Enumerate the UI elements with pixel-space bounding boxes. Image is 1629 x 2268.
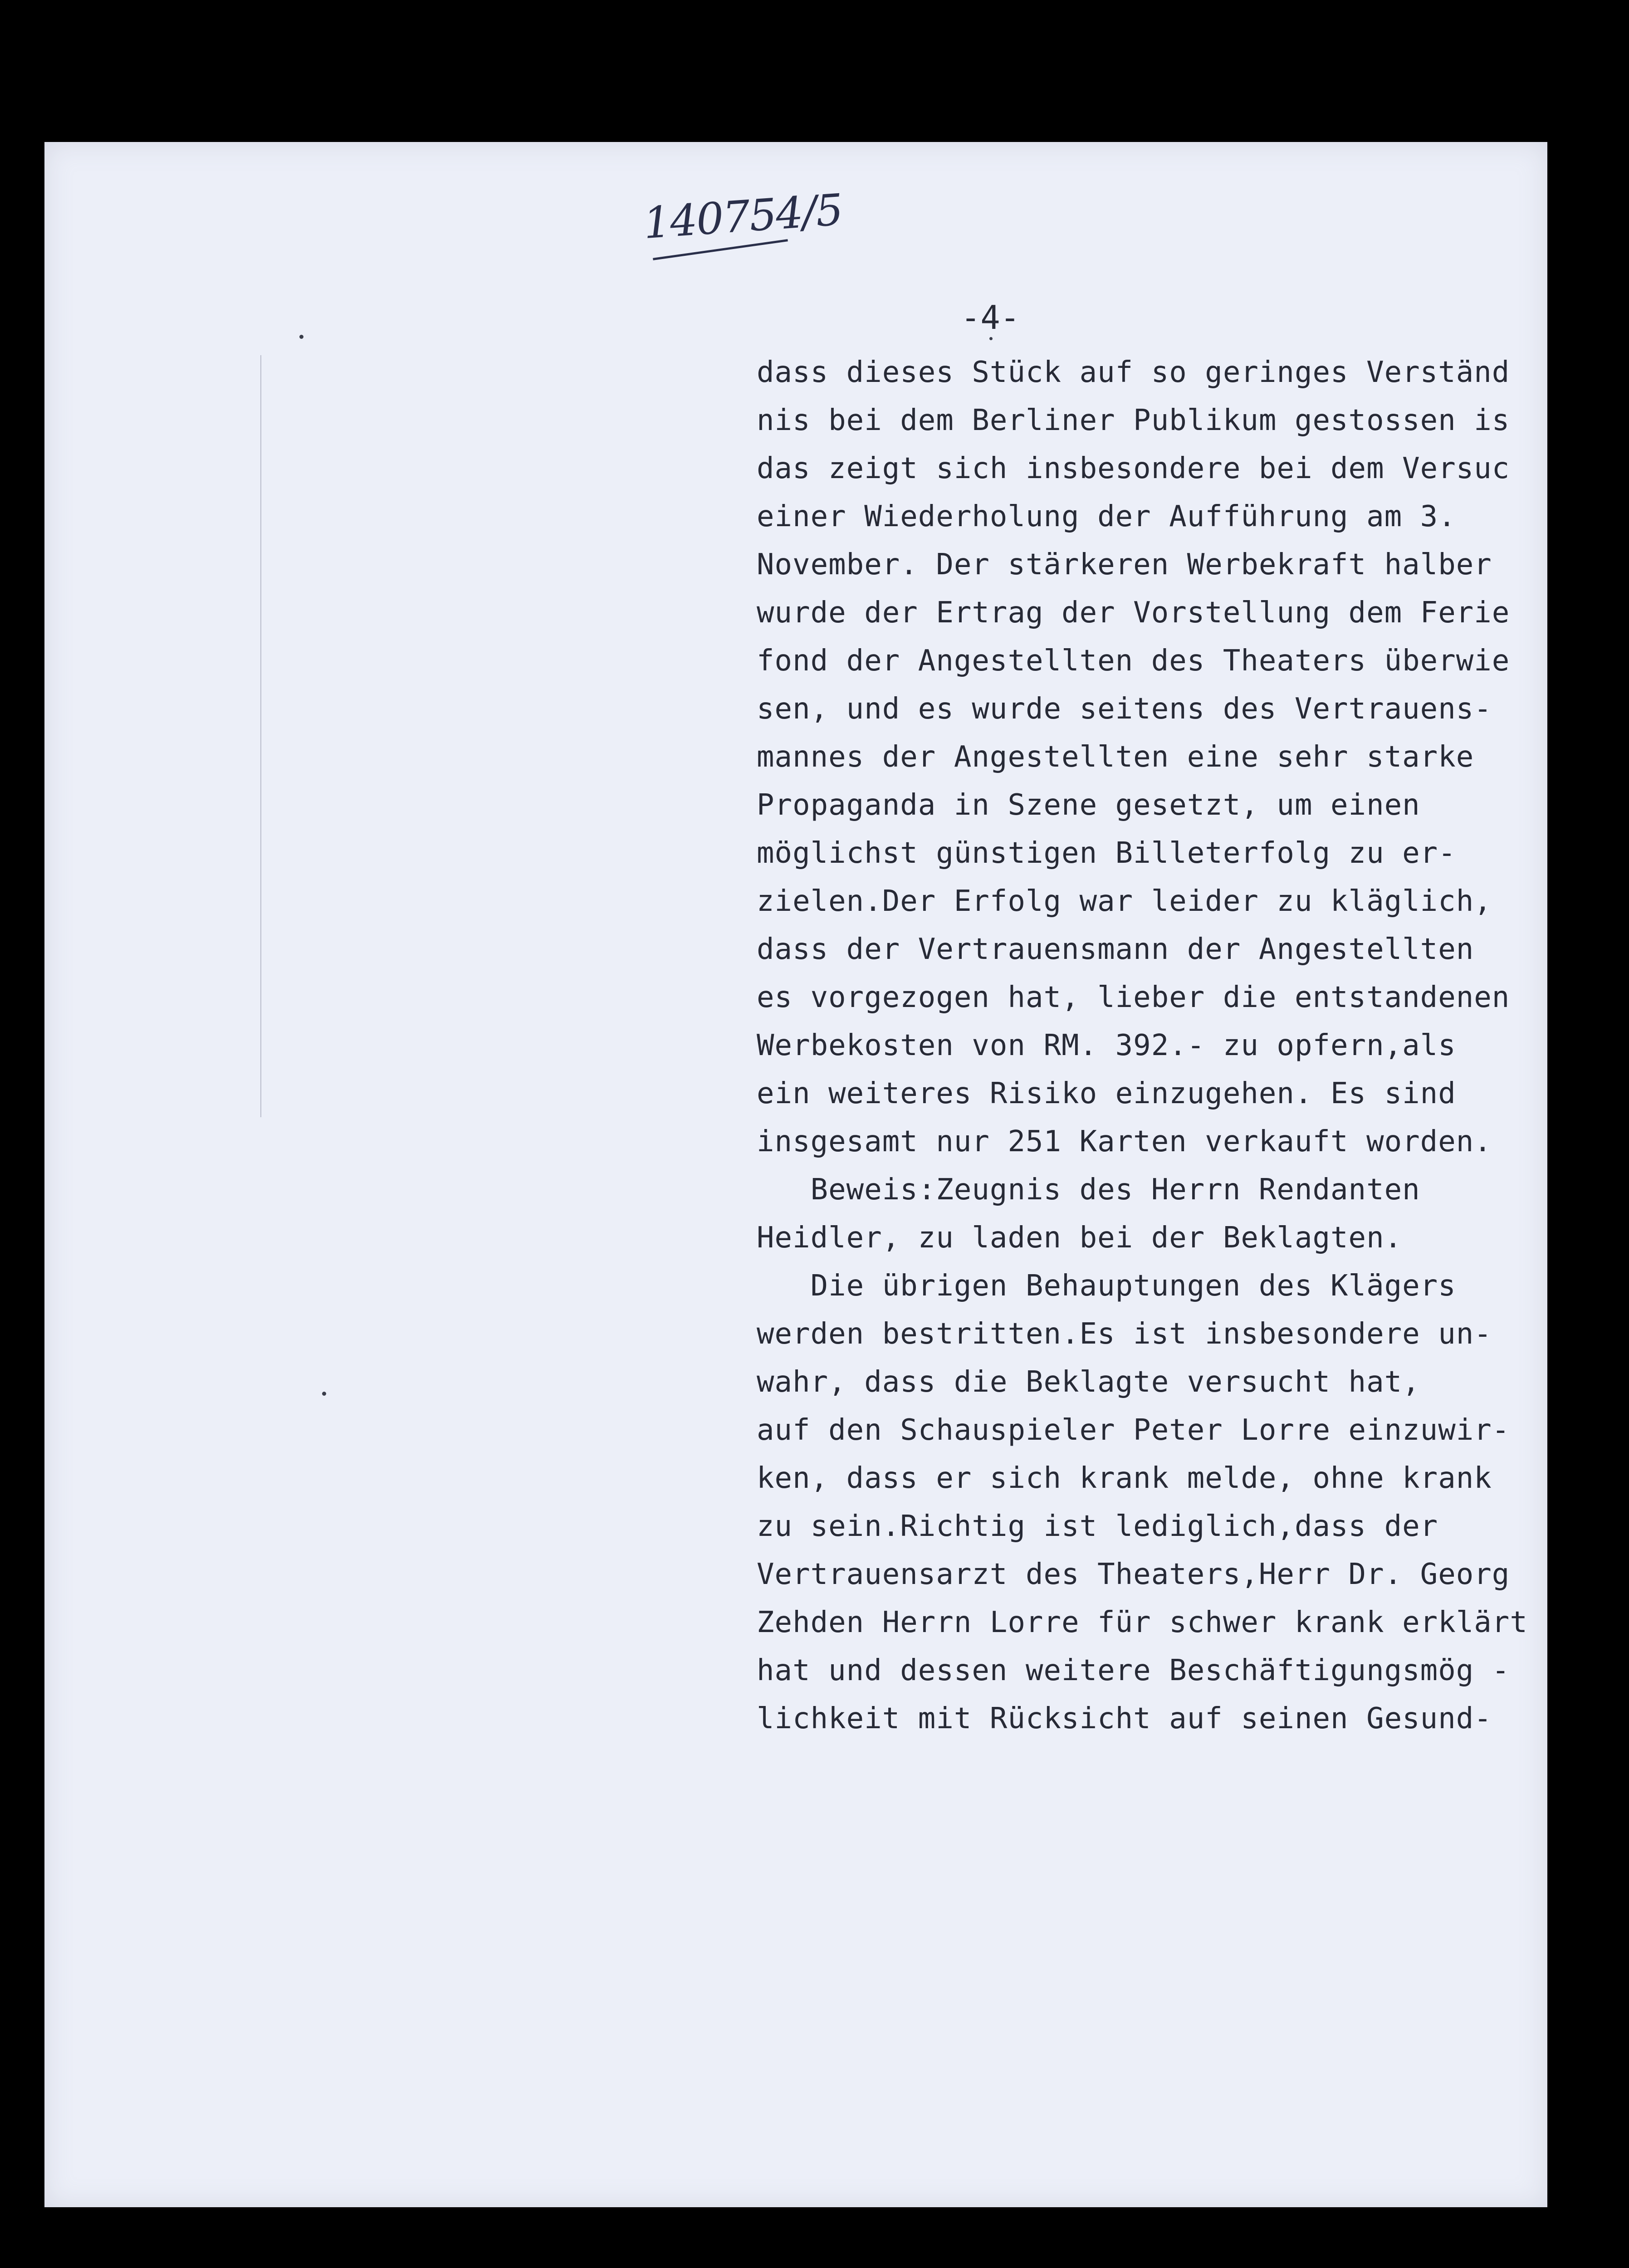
text-line: Beweis:Zeugnis des Herrn Rendanten [757,1173,1420,1207]
text-line: einer Wiederholung der Aufführung am 3. [757,500,1456,533]
text-line: Zehden Herrn Lorre für schwer krank erklärt [757,1606,1528,1639]
text-line: wahr, dass die Beklagte versucht hat, [757,1365,1420,1399]
text-line: Werbekosten von RM. 392.- zu opfern,als [757,1029,1456,1062]
text-line: insgesamt nur 251 Karten verkauft worden. [757,1125,1492,1158]
document-sheet [44,142,1547,2207]
archive-number: 140754/5 [641,185,844,249]
punch-mark [989,337,993,340]
text-line: möglichst günstigen Billeterfolg zu er- [757,836,1456,870]
text-line: November. Der stärkeren Werbekraft halber [757,548,1492,582]
text-line: werden bestritten.Es ist insbesondere un- [757,1317,1492,1351]
text-line: das zeigt sich insbesondere bei dem Versuc [757,452,1510,485]
page-number: -4- [961,298,1020,337]
text-line: auf den Schauspieler Peter Lorre einzuwir- [757,1413,1510,1447]
text-line: ein weiteres Risiko einzugehen. Es sind [757,1077,1456,1110]
text-line: nis bei dem Berliner Publikum gestossen is [757,404,1510,437]
text-line: Vertrauensarzt des Theaters,Herr Dr. Georg [757,1558,1510,1591]
punch-mark [299,335,303,339]
text-line: zielen.Der Erfolg war leider zu kläglich, [757,885,1492,918]
text-line: lichkeit mit Rücksicht auf seinen Gesund- [757,1702,1492,1735]
text-line: Heidler, zu laden bei der Beklagten. [757,1221,1403,1255]
text-line: zu sein.Richtig ist lediglich,dass der [757,1510,1438,1543]
margin-line [260,355,261,1117]
body-text [757,348,1547,1743]
text-line: hat und dessen weitere Beschäftigungsmög - [757,1654,1510,1687]
punch-mark [322,1392,326,1396]
text-line: wurde der Ertrag der Vorstellung dem Ferie [757,596,1510,630]
text-line: es vorgezogen hat, lieber die entstandenen [757,981,1510,1014]
text-line: mannes der Angestellten eine sehr starke [757,740,1474,774]
text-line: Propaganda in Szene gesetzt, um einen [757,788,1420,822]
text-line: ken, dass er sich krank melde, ohne krank [757,1461,1492,1495]
text-line: fond der Angestellten des Theaters überwie [757,644,1510,678]
text-line: dass dieses Stück auf so geringes Verständ [757,356,1510,389]
text-line: dass der Vertrauensmann der Angestellten [757,933,1474,966]
text-line: Die übrigen Behauptungen des Klägers [757,1269,1456,1303]
text-line: sen, und es wurde seitens des Vertrauens- [757,692,1492,726]
